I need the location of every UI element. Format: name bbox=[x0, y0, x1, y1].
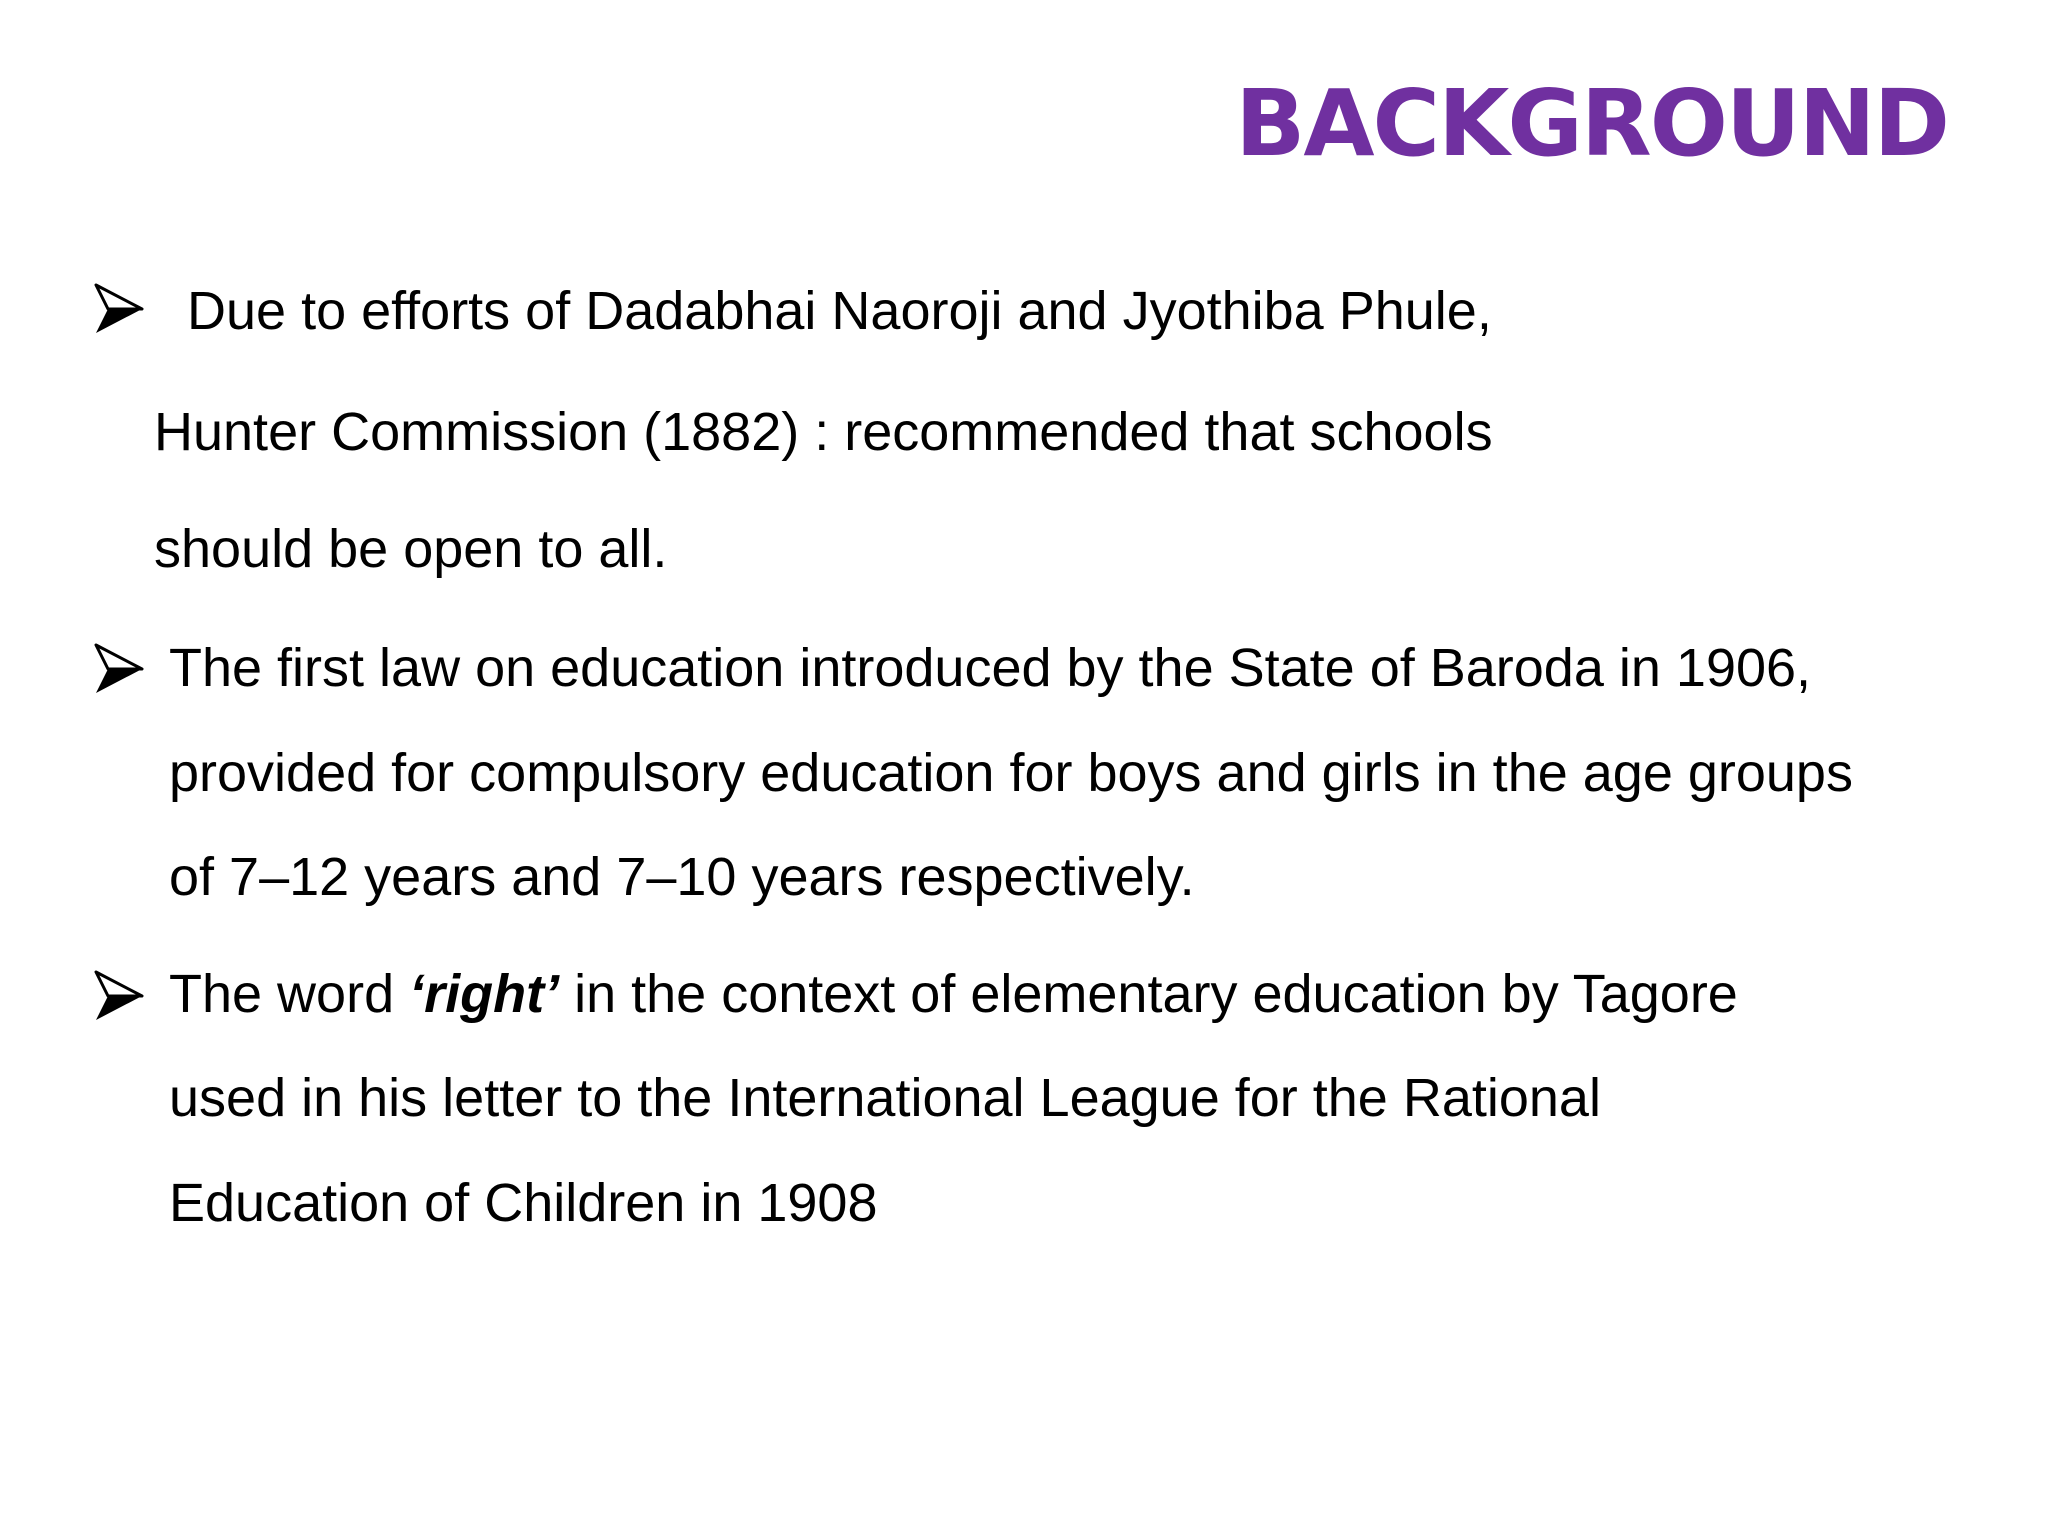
arrow-bullet-icon bbox=[94, 643, 144, 695]
bullet-3-text-after: in the context of elementary education by Tagore bbox=[559, 964, 1738, 1024]
bullet-3-line-3: Education of Children in 1908 bbox=[169, 1173, 878, 1233]
bullet-1-line-1: Due to efforts of Dadabhai Naoroji and Jyothiba Phule, bbox=[187, 281, 1492, 341]
bullet-1-line-2: Hunter Commission (1882) : recommended that schools bbox=[154, 402, 1493, 462]
bullet-1-line-3: should be open to all. bbox=[154, 519, 668, 579]
bullet-2-line-3: of 7–12 years and 7–10 years respectively. bbox=[169, 847, 1195, 907]
bullet-3-line-2: used in his letter to the International League for the Rational bbox=[169, 1068, 1601, 1128]
slide-title: BACKGROUND bbox=[1235, 70, 1948, 177]
arrow-bullet-icon bbox=[94, 283, 144, 335]
bullet-2-line-2: provided for compulsory education for boys and girls in the age groups bbox=[169, 743, 1853, 803]
arrow-bullet-icon bbox=[94, 970, 144, 1022]
bullet-3-text-before: The word bbox=[169, 964, 410, 1024]
bullet-3-emphasis-right: ‘right’ bbox=[409, 964, 560, 1024]
bullet-3-line-1 bbox=[169, 964, 1738, 1024]
bullet-2-line-1: The first law on education introduced by the State of Baroda in 1906, bbox=[169, 638, 1812, 698]
